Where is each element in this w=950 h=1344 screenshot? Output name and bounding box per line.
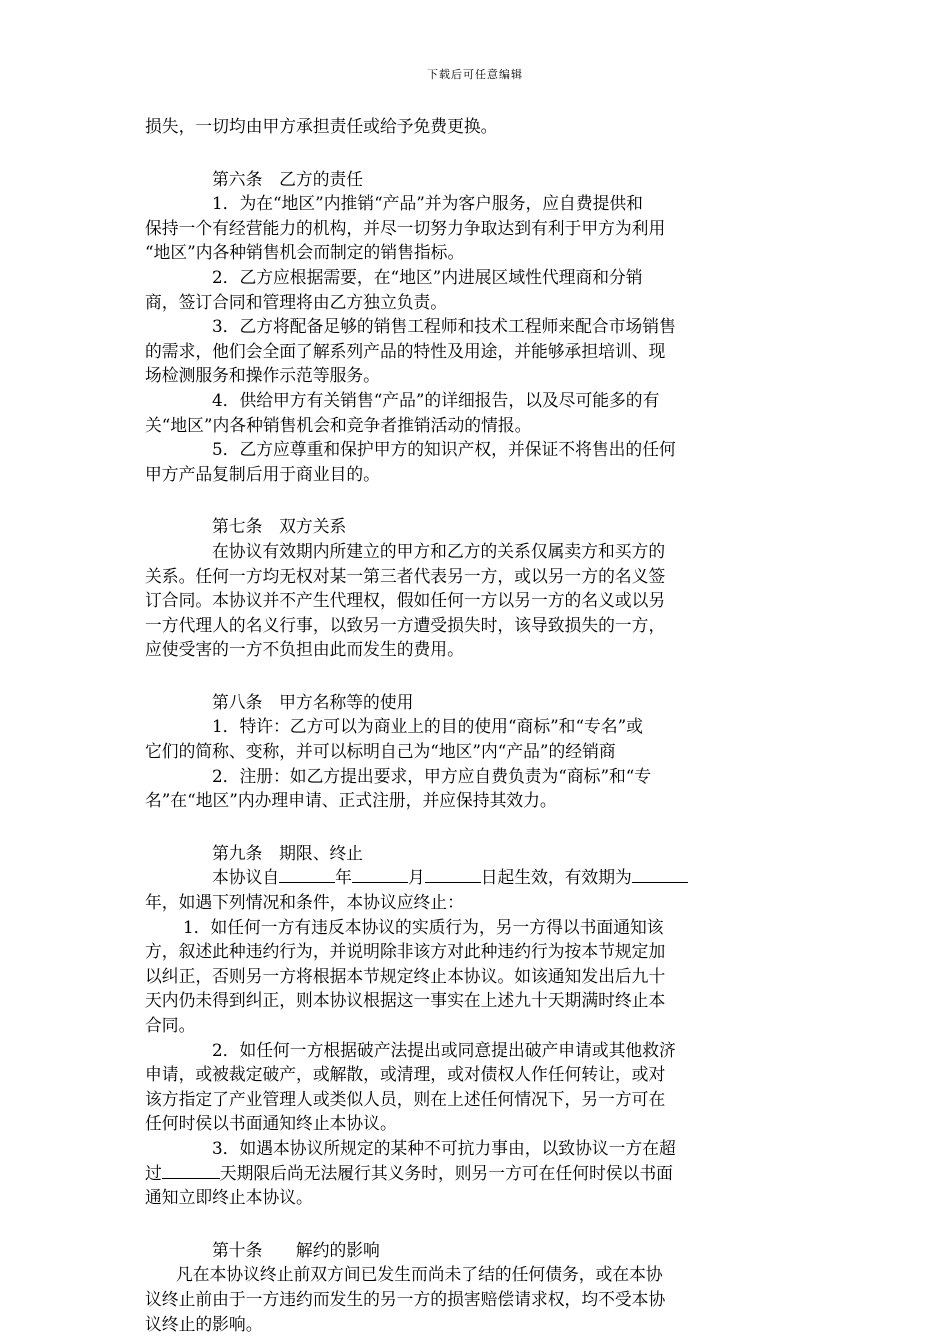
- day-blank: [425, 865, 481, 883]
- paragraph-line: 凡在本协议终止前双方间已发生而尚未了结的任何债务，或在本协: [176, 1264, 663, 1285]
- period-blank: [632, 865, 688, 883]
- paragraph-line: 通知立即终止本协议。: [145, 1187, 313, 1208]
- article-6-heading: 第六条 乙方的责任: [212, 168, 364, 189]
- paragraph-line: 它们的简称、变称，并可以标明自己为“地区”内“产品”的经销商: [145, 741, 616, 762]
- paragraph-line: 以纠正，否则另一方将根据本节规定终止本协议。如该通知发出后九十: [145, 965, 666, 986]
- document-body: [145, 114, 745, 1336]
- paragraph-line: 应使受害的一方不负担由此而发生的费用。: [145, 639, 464, 660]
- paragraph-line: 1．为在“地区”内推销“产品”并为客户服务，应自费提供和: [212, 193, 643, 214]
- paragraph-line: 2．乙方应根据需要，在“地区”内进展区域性代理商和分销: [212, 266, 643, 287]
- paragraph-line: 方，叙述此种违约行为，并说明除非该方对此种违约行为按本节规定加: [145, 941, 666, 962]
- paragraph-line: 天内仍未得到纠正，则本协议根据这一事实在上述九十天期满时终止本: [145, 990, 666, 1011]
- paragraph-line: 议终止前由于一方违约而发生的另一方的损害赔偿请求权，均不受本协: [145, 1288, 666, 1309]
- paragraph-line: 关“地区”内各种销售机会和竞争者推销活动的情报。: [145, 414, 532, 435]
- term-text: 日起生效，有效期为: [480, 867, 632, 888]
- paragraph-line: 议终止的影响。: [145, 1313, 263, 1334]
- paragraph-line: 场检测服务和操作示范等服务。: [145, 365, 380, 386]
- article-7-heading: 第七条 双方关系: [212, 516, 347, 537]
- year-blank: [279, 865, 335, 883]
- paragraph-line: 申请，或被裁定破产，或解散，或清理，或对债权人作任何转让，或对: [145, 1064, 666, 1085]
- paragraph-line: 合同。: [145, 1015, 196, 1035]
- paragraph-line: 3．如遇本协议所规定的某种不可抗力事由，以致协议一方在超: [212, 1137, 676, 1158]
- paragraph-line: 保持一个有经营能力的机构，并尽一切努力争取达到有利于甲方为利用: [145, 217, 666, 238]
- paragraph-line: 任何时侯以书面通知终止本协议。: [145, 1113, 397, 1134]
- paragraph-line: 商，签订合同和管理将由乙方独立负责。: [145, 291, 448, 312]
- paragraph-line: 该方指定了产业管理人或类似人员，则在上述任何情况下，另一方可在: [145, 1088, 666, 1109]
- paragraph-line: 甲方产品复制后用于商业目的。: [145, 463, 380, 484]
- article-10-heading: 第十条 解约的影响: [212, 1239, 380, 1260]
- term-text: 本协议自: [212, 867, 280, 888]
- paragraph-line: 2．如任何一方根据破产法提出或同意提出破产申请或其他救济: [212, 1039, 676, 1060]
- paragraph-line: 订合同。本协议并不产生代理权，假如任何一方以另一方的名义或以另: [145, 590, 666, 611]
- term-text: 年: [335, 867, 352, 888]
- paragraph-line: 5．乙方应尊重和保护甲方的知识产权，并保证不将售出的任何: [212, 439, 676, 460]
- term-text: 月: [407, 867, 425, 888]
- paragraph-line: 关系。任何一方均无权对某一第三者代表另一方，或以另一方的名义签: [145, 565, 666, 586]
- term-text: 天期限后尚无法履行其义务时，则另一方可在任何时侯以书面: [219, 1162, 673, 1183]
- paragraph-line: “地区”内各种销售机会而制定的销售指标。: [145, 242, 465, 263]
- paragraph-line: 2．注册：如乙方提出要求，甲方应自费负责为“商标”和“专: [212, 765, 652, 786]
- paragraph-line: 损失，一切均由甲方承担责任或给予免费更换。: [145, 116, 498, 136]
- paragraph-line: 一方代理人的名义行事，以致另一方遭受损失时，该导致损失的一方，: [145, 614, 666, 635]
- term-line: [145, 865, 745, 890]
- paragraph-line: 1．特许：乙方可以为商业上的目的使用“商标”和“专名”或: [212, 716, 643, 737]
- paragraph-line: [145, 1161, 745, 1186]
- paragraph-line: 3．乙方将配备足够的销售工程师和技术工程师来配合市场销售: [212, 316, 676, 337]
- paragraph-line: 的需求，他们会全面了解系列产品的特性及用途，并能够承担培训、现: [145, 340, 666, 361]
- paragraph-line: 1．如任何一方有违反本协议的实质行为，另一方得以书面通知该: [183, 916, 664, 937]
- paragraph-line: 年，如遇下列情况和条件，本协议应终止：: [145, 892, 464, 913]
- days-blank: [162, 1161, 220, 1179]
- paragraph-line: 在协议有效期内所建立的甲方和乙方的关系仅属卖方和买方的: [212, 540, 666, 561]
- page-header: 下载后可任意编辑: [427, 68, 523, 81]
- paragraph-line: 名”在“地区”内办理申请、正式注册，并应保持其效力。: [145, 790, 557, 811]
- term-text: 过: [145, 1162, 162, 1183]
- paragraph-line: 4．供给甲方有关销售“产品”的详细报告，以及尽可能多的有: [212, 389, 660, 410]
- month-blank: [352, 865, 408, 883]
- article-9-heading: 第九条 期限、终止: [212, 842, 364, 863]
- article-8-heading: 第八条 甲方名称等的使用: [212, 691, 414, 712]
